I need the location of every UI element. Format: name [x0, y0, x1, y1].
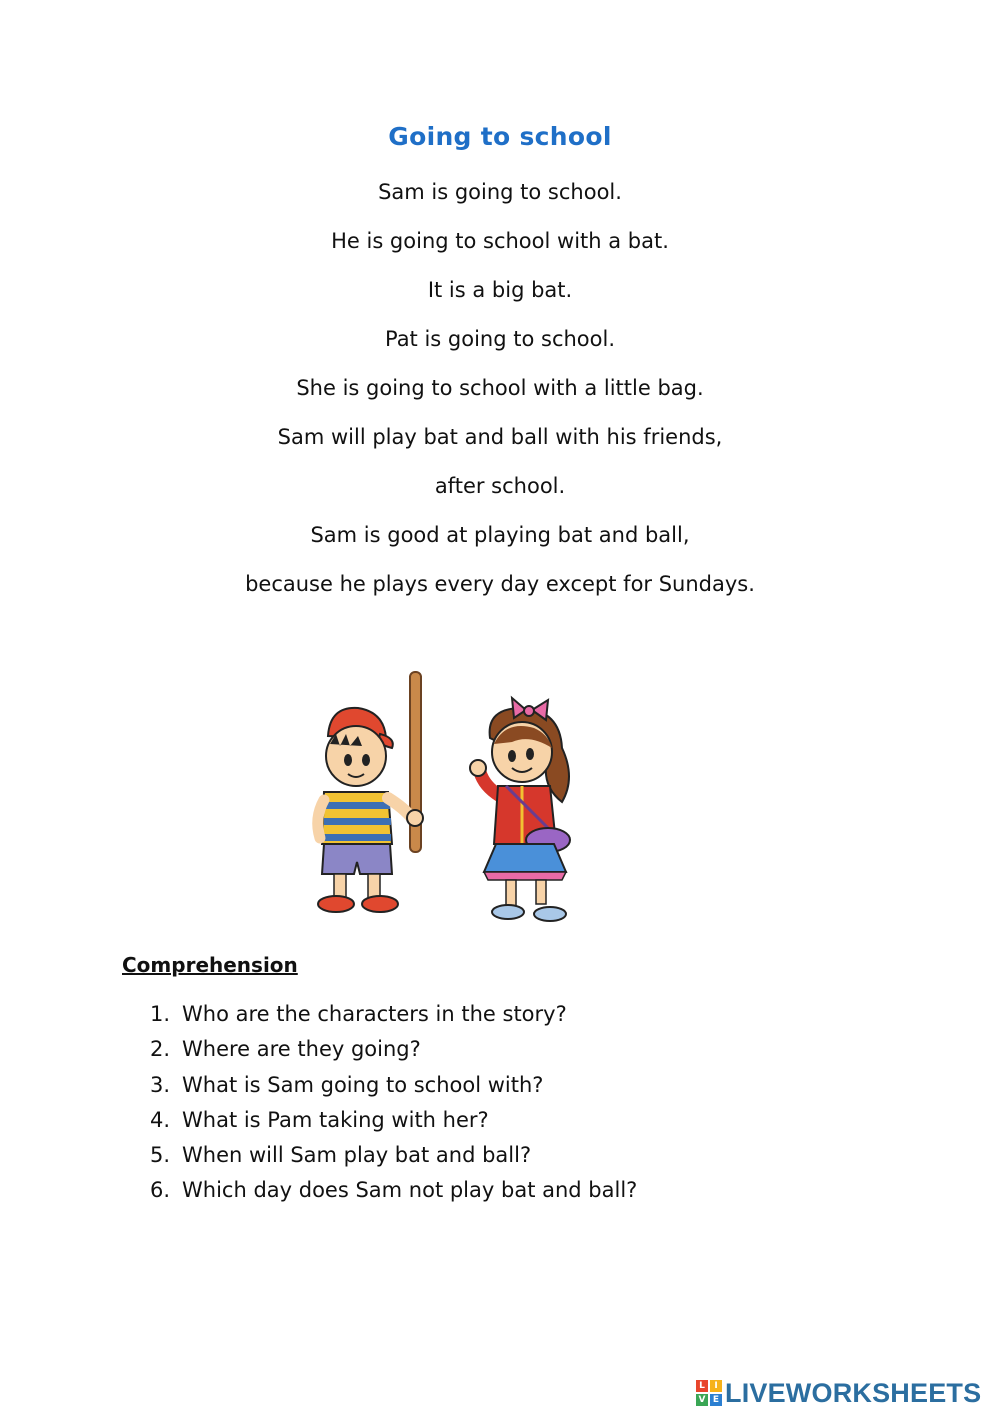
question-number: 6. — [150, 1178, 171, 1203]
logo-block: I — [710, 1380, 722, 1392]
question-number: 1. — [150, 1002, 171, 1026]
question-text: Where are they going? — [182, 1037, 421, 1062]
story-line: Pat is going to school. — [384, 327, 616, 351]
question-text: Which day does Sam not play bat and ball? — [182, 1178, 638, 1203]
boy-with-bat-illustration — [318, 672, 423, 912]
question-item — [150, 1104, 637, 1139]
logo-block: E — [710, 1394, 722, 1406]
girl-with-bag-illustration — [470, 698, 570, 921]
story-line: Sam is going to school. — [378, 180, 622, 204]
question-item — [150, 1069, 637, 1104]
question-item — [150, 998, 637, 1033]
question-number: 5. — [150, 1143, 171, 1168]
story-line: He is going to school with a bat. — [331, 229, 669, 253]
story-line: Sam is good at playing bat and ball, — [310, 523, 690, 547]
question-text: When will Sam play bat and ball? — [182, 1143, 532, 1168]
question-item — [150, 1033, 637, 1068]
comprehension-heading: Comprehension — [122, 953, 298, 977]
brand-name: LIVEWORKSHEETS — [725, 1377, 982, 1408]
logo-block: L — [696, 1380, 708, 1392]
story-line: She is going to school with a little bag. — [296, 376, 704, 400]
liveworksheets-logo — [696, 1376, 981, 1410]
story-line: after school. — [434, 474, 566, 498]
story-text — [0, 176, 1000, 617]
question-text: What is Sam going to school with? — [182, 1072, 544, 1097]
question-item — [150, 1139, 637, 1174]
question-number: 2. — [150, 1037, 171, 1062]
logo-blocks-icon — [696, 1380, 722, 1406]
kids-illustration — [300, 668, 620, 930]
question-number: 3. — [150, 1072, 171, 1097]
logo-block: V — [696, 1394, 708, 1406]
question-number: 4. — [150, 1107, 171, 1132]
question-text: What is Pam taking with her? — [182, 1107, 489, 1132]
question-list — [150, 998, 637, 1210]
story-line: It is a big bat. — [427, 278, 573, 302]
story-line: Sam will play bat and ball with his friends, — [277, 425, 723, 449]
page-title: Going to school — [388, 122, 612, 151]
story-line: because he plays every day except for Sundays. — [245, 572, 755, 596]
question-item — [150, 1174, 637, 1209]
question-text: Who are the characters in the story? — [182, 1002, 567, 1026]
